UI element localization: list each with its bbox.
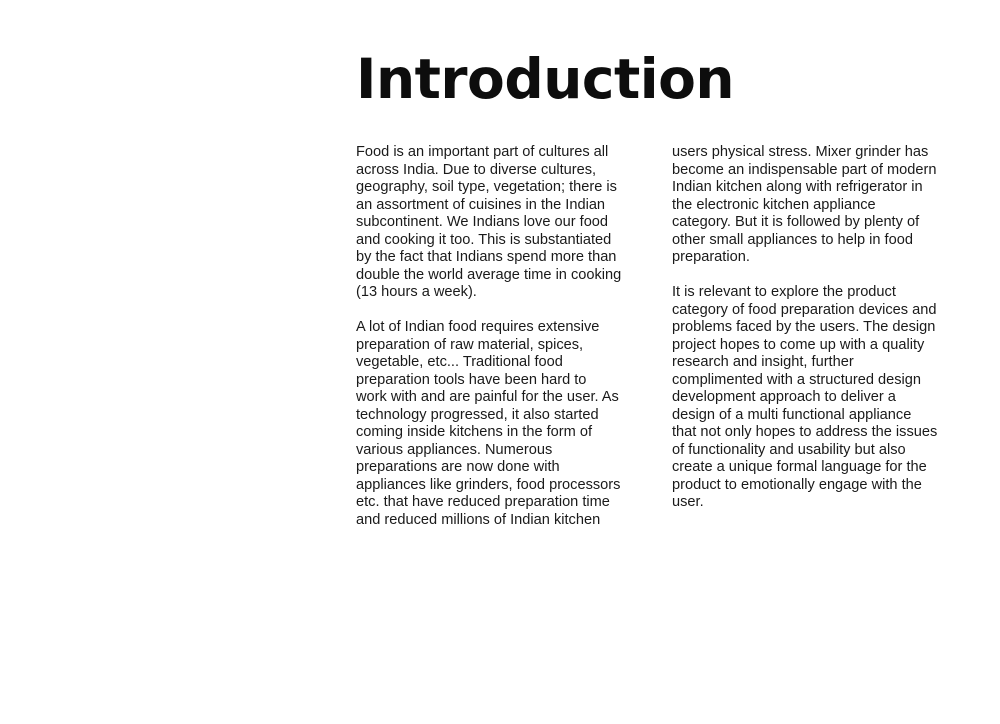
- page-title: Introduction: [356, 47, 735, 111]
- text-line: by the fact that Indians spend more than: [356, 249, 617, 265]
- text-line: users physical stress. Mixer grinder has: [672, 144, 929, 160]
- text-line: preparation tools have been hard to: [356, 371, 587, 388]
- text-line: geography, soil type, vegetation; there is: [356, 179, 617, 195]
- text-line: preparation of raw material, spices,: [356, 336, 584, 353]
- text-line: user.: [672, 494, 704, 510]
- text-line: various appliances. Numerous: [356, 441, 553, 458]
- text-line: development approach to deliver a: [672, 389, 896, 405]
- text-line: etc. that have reduced preparation time: [356, 494, 610, 510]
- text-line: research and insight, further: [672, 354, 854, 370]
- text-line: the electronic kitchen appliance: [672, 196, 876, 213]
- text-line: and reduced millions of Indian kitchen: [356, 511, 601, 528]
- text-line: category of food preparation devices and: [672, 301, 937, 318]
- text-line: appliances like grinders, food processors: [356, 476, 621, 493]
- text-line: double the world average time in cooking: [356, 266, 622, 283]
- text-line: problems faced by the users. The design: [672, 319, 936, 335]
- text-line: design of a multi functional appliance: [672, 406, 912, 423]
- text-line: It is relevant to explore the product: [672, 284, 896, 300]
- text-line: other small appliances to help in food: [672, 231, 913, 248]
- paragraph-food-preparation: [356, 319, 644, 529]
- text-line: across India. Due to diverse cultures,: [356, 161, 597, 178]
- text-line: A lot of Indian food requires extensive: [356, 319, 600, 335]
- text-line: complimented with a structured design: [672, 371, 922, 388]
- text-line: preparation.: [672, 249, 750, 265]
- text-line: of functionality and usability but also: [672, 441, 906, 458]
- text-line: project hopes to come up with a quality: [672, 336, 925, 353]
- text-line: (13 hours a week).: [356, 284, 477, 300]
- right-text-column: [672, 144, 962, 529]
- text-line: Food is an important part of cultures all: [356, 144, 609, 160]
- paragraph-mixer-grinder: [672, 144, 962, 267]
- left-text-column: [356, 144, 644, 547]
- text-line: that not only hopes to address the issues: [672, 424, 938, 440]
- text-line: preparations are now done with: [356, 459, 560, 475]
- text-line: Indian kitchen along with refrigerator in: [672, 179, 923, 195]
- text-line: subcontinent. We Indians love our food: [356, 214, 609, 230]
- paragraph-food-culture: [356, 144, 644, 302]
- text-line: work with and are painful for the user. As: [356, 389, 619, 405]
- paragraph-design-project: [672, 284, 962, 512]
- text-line: technology progressed, it also started: [356, 406, 599, 423]
- text-line: coming inside kitchens in the form of: [356, 424, 593, 440]
- text-line: product to emotionally engage with the: [672, 476, 922, 493]
- text-line: an assortment of cuisines in the Indian: [356, 196, 606, 213]
- text-line: and cooking it too. This is substantiated: [356, 231, 612, 248]
- text-line: create a unique formal language for the: [672, 459, 927, 475]
- text-line: category. But it is followed by plenty of: [672, 214, 920, 230]
- text-line: become an indispensable part of modern: [672, 161, 937, 178]
- text-line: vegetable, etc... Traditional food: [356, 354, 563, 370]
